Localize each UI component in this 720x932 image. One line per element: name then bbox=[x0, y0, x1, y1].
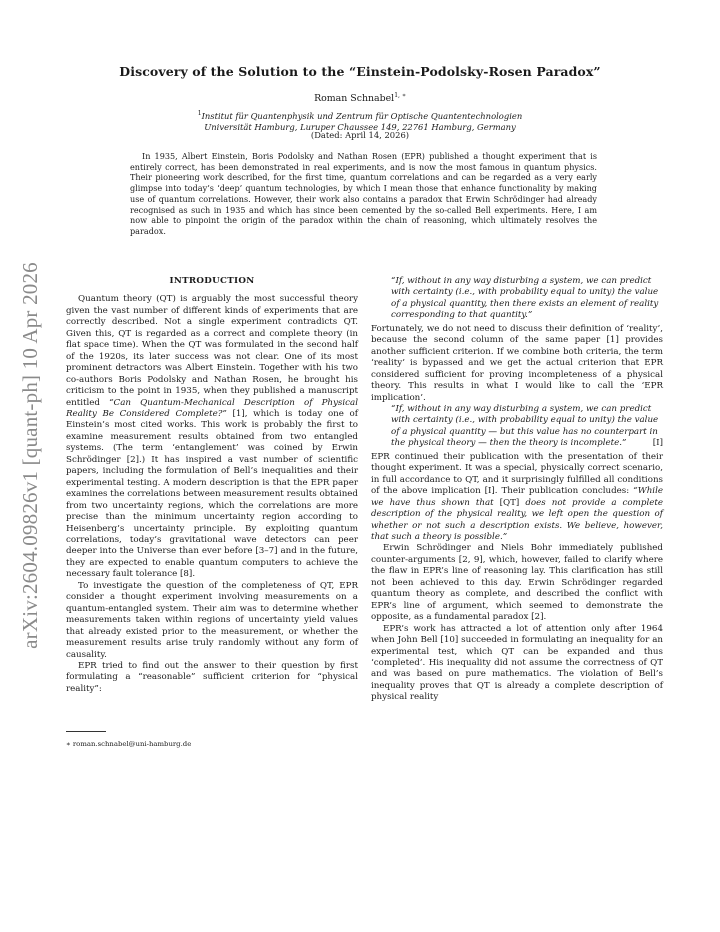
abstract: In 1935, Albert Einstein, Boris Podolsky and Nathan Rosen (EPR) published a thought experiment that is entirely correct, has been demonstrated in real experiments, and is now the most famous in quantum physics. Their pioneering work described, for the first time, quantum correlations and can be regarded as a very early glimpse into today’s ‘deep’ quantum technologies, by which I mean those that enhance functionality by making use of quantum correlations. However, their work also contains a paradox that Erwin Schrödinger had already recognised as such in 1935 and which has since been cemented by the so-called Bell experiments. Here, I am now able to pinpoint the origin of the paradox within the chain of reasoning, which ultimately resolves the paradox. bbox=[130, 151, 597, 236]
author-line bbox=[60, 92, 660, 104]
epr-paper-title: “Can Quantum-Mechanical Description of Physical Reality Be Considered Complete?” bbox=[66, 397, 358, 419]
intro-paragraph-1 bbox=[66, 294, 358, 580]
author-name: Roman Schnabel bbox=[314, 93, 395, 105]
affiliation-line1: Institut für Quantenphysik und Zentrum für Optische Quantentechnologien bbox=[201, 110, 523, 121]
arxiv-identifier bbox=[10, 240, 50, 670]
paper-title: Discovery of the Solution to the “Einstein-Podolsky-Rosen Paradox” bbox=[119, 64, 601, 79]
affiliation-mark: 1 bbox=[197, 110, 202, 117]
implication-label: [I] bbox=[652, 438, 663, 449]
left-column bbox=[66, 276, 358, 749]
epr-implication-text: “If, without in any way disturbing a system, we can predict with certainty (i.e., with probability equal to unity) the value of a physical quantity — but this value has no counterpart in the physical theory — then the theory is incomplete.” bbox=[391, 403, 659, 449]
dated-line: (Dated: April 14, 2026) bbox=[310, 130, 410, 140]
paragraph-epr-implication: Fortunately, we do not need to discuss their definition of ‘reality’, because the second column of the same paper [1] provides another sufficient criterion. If we combine both criteria, the term ‘reality’ is bypassed and we get the actual criterion that EPR considered sufficient for proving incompleteness of a physical theory. This results in what I would like to call the ‘EPR implication’. bbox=[371, 323, 663, 403]
conclusion-quote-a: “While we have thus shown that bbox=[371, 486, 663, 508]
intro-paragraph-3: EPR tried to find out the answer to their question by first formulating a “reasonable” sufficient criterion for “physical reality”: bbox=[66, 660, 358, 694]
conclusion-quote-b: [QT] bbox=[493, 497, 526, 508]
paragraph-epr-conclusion bbox=[371, 452, 663, 544]
intro-p1-text-b: [1], which is today one of Einstein’s most cited works. This work is probably the first to examine measurement results obtained from two entangled systems. (The term ‘entanglement’ was coined by Erwin Schrödinger [2].) It has inspired a vast number of scientific papers, including the formulation of Bell’s inequalities and their experimental testing. A modern description is that the EPR paper examines the correlations between measurement results obtained from two uncertainty regions, which the correlations are more precise than the minimum uncertainty region according to Heisenberg’s uncertainty principle. By exploiting quantum correlations, today’s gravitational wave detectors can peer deeper into the Universe than ever before [3–7] and in the future, they are expected to enable quantum computers to achieve the necessary fault tolerance [8]. bbox=[66, 408, 358, 580]
paragraph-bell: EPR’s work has attracted a lot of attention only after 1964 when John Bell [10] succeeded in formulating an inequality for an experimental test, which QT can be expanded and thus ‘completed’. His inequality did not assume the correctness of QT and was based on pure mathematics. The violation of Bell’s inequality proves that QT is already a complete description of physical reality bbox=[371, 623, 663, 703]
reality-criterion-quote: “If, without in any way disturbing a system, we can predict with certainty (i.e., with probability equal to unity) the value of a physical quantity, then there exists an element of reality corresponding to that quantity.” bbox=[391, 276, 659, 321]
affiliation-line2: Universität Hamburg, Luruper Chaussee 149, 22761 Hamburg, Germany bbox=[204, 121, 516, 132]
footnote-rule bbox=[66, 731, 106, 732]
footnote-email: ∗ roman.schnabel@uni-hamburg.de bbox=[66, 740, 192, 749]
paragraph-schrodinger-bohr: Erwin Schrödinger and Niels Bohr immediately published counter-arguments [2, 9], which, however, failed to clarify where the flaw in EPR’s line of reasoning lay. This clarification has still not been achieved to this day. Erwin Schrödinger regarded quantum theory as complete, and described the conflict with EPR’s line of argument, which seemed to demonstrate the opposite, as a fundamental paradox [2]. bbox=[371, 543, 663, 623]
intro-p1-text-a: Quantum theory (QT) is arguably the most successful theory given the vast number of different kinds of experiments that are correctly described. Not a single experiment contradicts QT. Given this, QT is regarded as a correct and complete theory (in flat space time). When the QT was formulated in the second half of the 1920s, its later success was not clear. One of its most prominent detractors was Albert Einstein. Together with his two co-authors Boris Podolsky and Nathan Rosen, he brought his criticism to the point in 1935, when they published a manuscript entitled bbox=[66, 294, 358, 408]
epr-implication-quote bbox=[391, 404, 663, 450]
section-heading: INTRODUCTION bbox=[169, 276, 255, 286]
conclusion-text: EPR continued their publication with the presentation of their thought experiment. It was a special, physically correct scenario, in full accordance to QT, and it surprisingly fulfilled all conditions of the above implication [I]. Their publication concludes: bbox=[371, 451, 663, 497]
author-marks: 1, ∗ bbox=[394, 92, 406, 99]
intro-paragraph-2: To investigate the question of the completeness of QT, EPR consider a thought experiment involving measurements on a quantum-entangled system. Their aim was to determine whether measurements taken within regions of uncertainty yield values that already existed prior to the measurement, or whether the measurement results arise truly randomly without any form of causality. bbox=[66, 580, 358, 660]
conclusion-quote-c: does not provide a complete description of the physical reality, we left open the question of whether or not such a description exists. We believe, however, that such a theory is possible.” bbox=[371, 497, 663, 542]
right-column bbox=[371, 276, 663, 704]
arxiv-identifier-text: arXiv:2604.09826v1 [quant-ph] 10 Apr 2026 bbox=[17, 261, 42, 649]
